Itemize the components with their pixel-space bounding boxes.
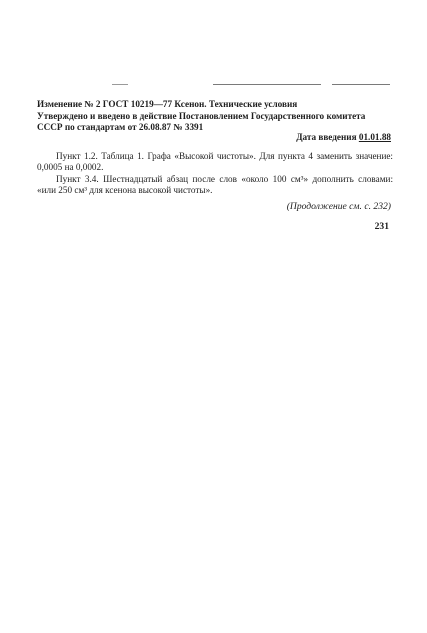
paragraph-1: Пункт 1.2. Таблица 1. Графа «Высокой чистоты». Для пункта 4 заменить значение: 0,0005 на 0,0002. xyxy=(37,151,393,172)
paragraph-2: Пункт 3.4. Шестнадцатый абзац после слов «около 100 см³» дополнить словами: «или 250 см³ для ксенона высокой чистоты». xyxy=(37,174,393,195)
page-number: 231 xyxy=(374,221,389,232)
effective-date xyxy=(296,131,391,143)
top-rule-middle xyxy=(213,84,321,85)
approval-line-2: СССР по стандартам от 26.08.87 № 3391 xyxy=(37,122,204,132)
top-rule-short xyxy=(112,84,128,85)
top-rule-right xyxy=(332,84,390,85)
approval-line-1: Утверждено и введено в действие Постановлением Государственного комитета xyxy=(37,111,366,121)
amendment-title: Изменение № 2 ГОСТ 10219—77 Ксенон. Технические условия xyxy=(37,99,298,109)
effective-date-value: 01.01.88 xyxy=(358,132,391,142)
effective-date-label: Дата введения xyxy=(296,132,357,142)
continuation-note: (Продолжение см. с. 232) xyxy=(286,201,391,212)
